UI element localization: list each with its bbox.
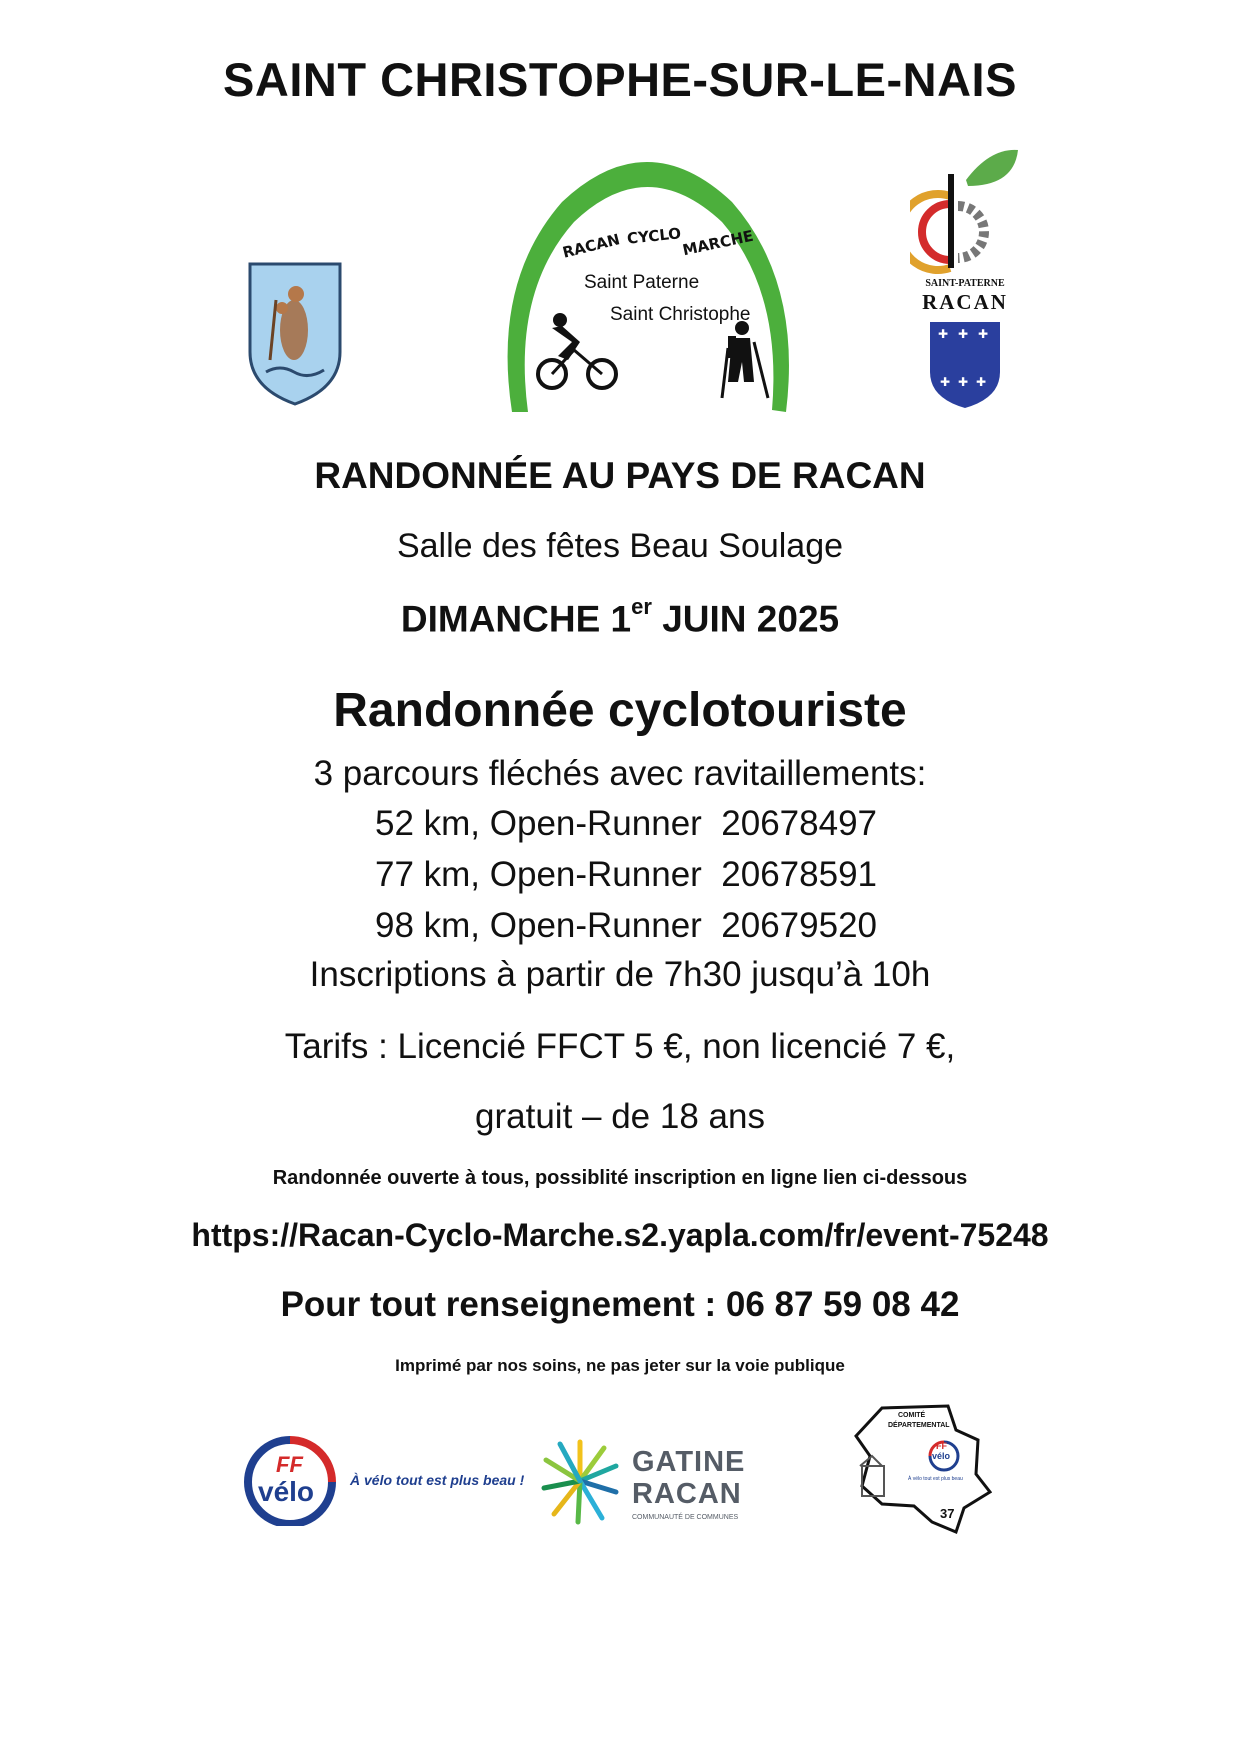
club-word-marche: MARCHE (680, 226, 755, 260)
pricing-free: gratuit – de 18 ans (475, 1097, 765, 1136)
comite-tagline: À vélo tout est plus beau (908, 1476, 963, 1482)
routes-intro: 3 parcours fléchés avec ravitaillements: (313, 754, 927, 793)
comite-line2: DÉPARTEMENTAL (888, 1422, 950, 1429)
ride-type-heading: Randonnée cyclotouriste (333, 684, 907, 737)
racan-label: RACAN (922, 290, 1008, 314)
pricing: Tarifs : Licencié FFCT 5 €, non licencié 7 €, (284, 1027, 956, 1066)
club-word-cyclo: CYCLO (626, 224, 682, 248)
racan-cyclo-marche-logo (482, 142, 812, 422)
svg-text:✚: ✚ (976, 375, 987, 389)
comite-number: 37 (940, 1506, 955, 1521)
svg-text:✚: ✚ (940, 375, 951, 389)
cyclist-icon (538, 313, 616, 388)
svg-text:✚: ✚ (958, 375, 969, 389)
ffvelo-logo (244, 1436, 544, 1526)
apple-leaf-emblem (910, 146, 1020, 276)
gatine-line1: GATINE (632, 1446, 746, 1478)
club-line-saint-paterne: Saint Paterne (584, 272, 700, 293)
event-date (0, 594, 1240, 640)
club-word-racan: RACAN (560, 230, 622, 262)
date-ordinal: er (631, 594, 652, 619)
svg-text:✚: ✚ (978, 327, 989, 341)
ffvelo-ff: FF (276, 1452, 303, 1477)
ffvelo-tagline: À vélo tout est plus beau ! (350, 1472, 525, 1488)
date-prefix: DIMANCHE 1 (400, 598, 632, 640)
gatine-racan-logo (540, 1436, 770, 1526)
open-note: Randonnée ouverte à tous, possiblité inscription en ligne lien ci-dessous (272, 1167, 968, 1189)
comite-departemental-logo (852, 1396, 992, 1536)
comite-ff: FF (936, 1441, 947, 1451)
venue: Salle des fêtes Beau Soulage (396, 527, 844, 565)
saint-paterne-racan-logo (910, 146, 1020, 416)
saint-paterne-shield (928, 320, 1002, 410)
svg-text:✚: ✚ (958, 327, 969, 341)
date-suffix: JUIN 2025 (651, 598, 840, 640)
saint-paterne-label: SAINT-PATERNE (925, 278, 1005, 289)
hiker-icon (722, 321, 768, 398)
svg-text:✚: ✚ (938, 327, 949, 341)
club-line-saint-christophe: Saint Christophe (610, 304, 751, 325)
route-item: 52 km, Open-Runner 20678497 (375, 804, 877, 843)
route-item: 98 km, Open-Runner 20679520 (375, 906, 877, 945)
sunburst-icon (540, 1436, 620, 1526)
gatine-line2: RACAN (632, 1478, 742, 1510)
contact-phone: Pour tout renseignement : 06 87 59 08 42 (280, 1285, 960, 1324)
registration-hours: Inscriptions à partir de 7h30 jusqu’à 10h (309, 955, 931, 994)
saint-christophe-coat-of-arms (246, 260, 344, 408)
registration-url[interactable]: https://Racan-Cyclo-Marche.s2.yapla.com/fr/event-75248 (191, 1217, 1049, 1253)
page-title: SAINT CHRISTOPHE-SUR-LE-NAIS (223, 53, 1017, 106)
route-item: 77 km, Open-Runner 20678591 (375, 855, 877, 894)
comite-line1: COMITÉ (898, 1412, 926, 1419)
gatine-subtitle: COMMUNAUTÉ DE COMMUNES (632, 1514, 739, 1521)
ffvelo-velo: vélo (258, 1476, 315, 1507)
comite-velo: vélo (932, 1451, 951, 1461)
event-title: RANDONNÉE AU PAYS DE RACAN (314, 455, 926, 496)
print-note: Imprimé par nos soins, ne pas jeter sur la voie publique (395, 1356, 845, 1375)
